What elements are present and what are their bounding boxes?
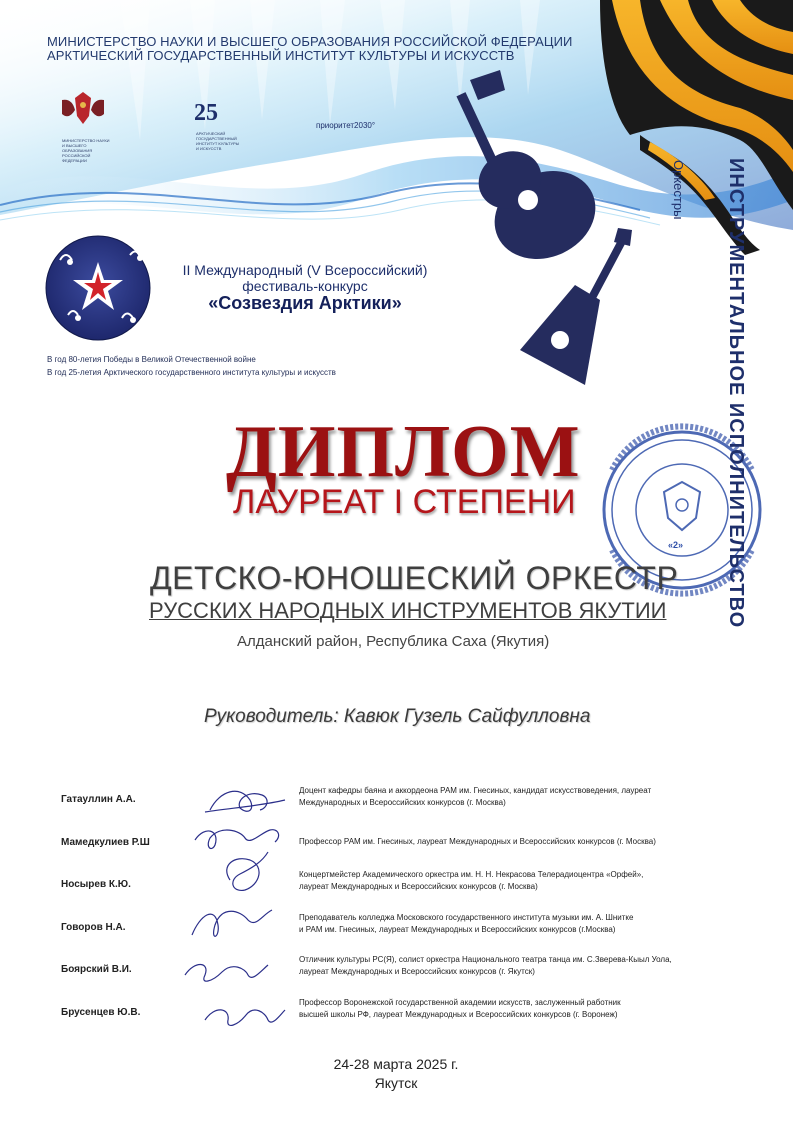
seal-center-text: «2» xyxy=(668,540,684,550)
recipient-region: Алданский район, Республика Саха (Якутия) xyxy=(237,633,550,650)
jury-name: Боярский В.И. xyxy=(61,964,132,975)
jury-name: Гатауллин А.А. xyxy=(61,794,136,805)
jury-description: Отличник культуры РС(Я), солист оркестра Национального театра танца им. С.Зверева-Кыыл Уола, лауреат Международных и Всероссийских конкурсов (г. Якутск) xyxy=(299,955,672,976)
event-dates: 24-28 марта 2025 г. xyxy=(333,1056,459,1072)
jury-description: Преподаватель колледжа Московского государственного института музыки им. А. Шнитке и РАМ им. Гнесиных, лауреат Международных и Всероссийских конкурсов (г.Москва) xyxy=(299,913,634,934)
ministry-line-2: АРКТИЧЕСКИЙ ГОСУДАРСТВЕННЫЙ ИНСТИТУТ КУЛЬТУРЫ И ИСКУССТВ xyxy=(47,48,515,63)
festival-line-2: фестиваль-конкурс xyxy=(242,278,368,294)
jury-name: Носырев К.Ю. xyxy=(61,879,131,890)
jury-description: Профессор Воронежской государственной академии искусств, заслуженный работник высшей школы РФ, лауреат Международных и Всероссийских конкурсов (г. Воронеж) xyxy=(299,998,621,1019)
recipient-leader: Руководитель: Кавюк Гузель Сайфулловна xyxy=(204,706,591,727)
category-subtitle: Оркестры xyxy=(671,160,686,220)
jury-description: Доцент кафедры баяна и аккордеона РАМ им. Гнесиных, кандидат искусствоведения, лауреат Международных и Всероссийских конкурсов (г. Москва) xyxy=(299,786,652,807)
jury-name: Говоров Н.А. xyxy=(61,922,126,933)
recipient-line-2: РУССКИХ НАРОДНЫХ ИНСТРУМЕНТОВ ЯКУТИИ xyxy=(149,598,667,623)
anniversary-logo-caption: АРКТИЧЕСКИЙ ГОСУДАРСТВЕННЫЙ ИНСТИТУТ КУЛЬТУРЫ И ИСКУССТВ xyxy=(196,131,240,151)
ministry-logo-caption: МИНИСТЕРСТВО НАУКИ И ВЫСШЕГО ОБРАЗОВАНИЯ РОССИЙСКОЙ ФЕДЕРАЦИИ xyxy=(62,138,110,163)
ministry-line-1: МИНИСТЕРСТВО НАУКИ И ВЫСШЕГО ОБРАЗОВАНИЯ РОССИЙСКОЙ ФЕДЕРАЦИИ xyxy=(47,34,573,49)
diploma-degree: ЛАУРЕАТ I СТЕПЕНИ xyxy=(233,483,576,521)
priority-logo: приоритет2030° xyxy=(316,121,376,130)
dedication-line-2: В год 25-летия Арктического государственного института культуры и искусств xyxy=(47,368,336,377)
recipient-line-1: ДЕТСКО-ЮНОШЕСКИЙ ОРКЕСТР xyxy=(150,560,679,596)
jury-description: Концертмейстер Академического оркестра им. Н. Н. Некрасова Телерадиоцентра «Орфей», лауреат Международных и Всероссийских конкурсов (г. Москва) xyxy=(299,870,644,891)
diploma-title: ДИПЛОМ xyxy=(226,411,581,493)
category-title: ИНСТРУМЕНТАЛЬНОЕ ИСПОЛНИТЕЛЬСТВО xyxy=(725,158,747,629)
anniversary-logo-number: 25 xyxy=(194,100,218,126)
festival-name: «Созвездия Арктики» xyxy=(208,293,402,313)
festival-emblem-icon xyxy=(46,236,150,340)
jury-description: Профессор РАМ им. Гнесиных, лауреат Международных и Всероссийских конкурсов (г. Москва) xyxy=(299,837,656,846)
festival-line-1: II Международный (V Всероссийский) xyxy=(182,262,428,278)
dedication-line-1: В год 80-летия Победы в Великой Отечественной войне xyxy=(47,355,256,364)
signature-marks xyxy=(185,791,285,1025)
event-city: Якутск xyxy=(374,1075,418,1091)
jury-name: Мамедкулиев Р.Ш xyxy=(61,837,150,848)
jury-name: Брусенцев Ю.В. xyxy=(61,1007,141,1018)
